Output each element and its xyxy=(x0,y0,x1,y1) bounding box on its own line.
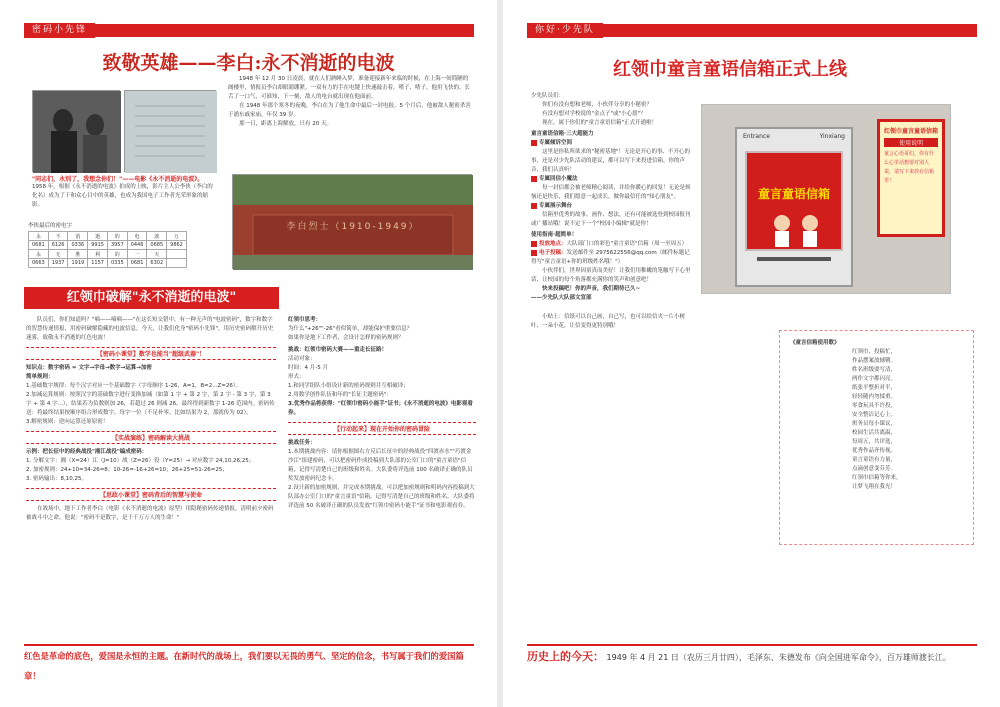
mailbox-slot xyxy=(757,257,831,261)
table-cell: 胜 xyxy=(68,250,88,259)
table-cell: 不 xyxy=(48,232,68,241)
box2-line-4: 3. 密码输出：8,10,25。 xyxy=(26,476,87,482)
box1-line-2: 简单规则： xyxy=(26,374,54,380)
feature-1-title-row xyxy=(531,139,691,148)
film-caption-block xyxy=(32,174,216,210)
table-row xyxy=(29,259,187,268)
guide-email-row xyxy=(531,249,691,267)
table-cell: 1919 xyxy=(68,259,88,268)
left-column-1 xyxy=(26,316,276,523)
song-line: 校园生活共离温， xyxy=(852,430,897,436)
table-cell: 0335 xyxy=(107,259,127,268)
mailbox xyxy=(735,127,853,287)
song-line: 点滴创意变芬芳。 xyxy=(852,466,897,472)
film-caption: "同志们，永别了，我想念你们！"——电影《永不消逝的电波》。 xyxy=(32,176,204,183)
table-cell: 电 xyxy=(127,232,147,241)
intro-para-1: 你们有没有想和老师、小伙伴分享的小秘密？ xyxy=(542,102,653,108)
box1-heading: 【密码小课堂】数学也能当"超级武器"！ xyxy=(26,347,276,360)
left-page xyxy=(0,0,497,707)
table-cell: 6302 xyxy=(147,259,167,268)
feature-1-body: 这里是你私所欲求的"秘密基地"！无论是开心的事、不开心的事，还是对少先队活动的建议，都可以写下来投进信箱。你的声音，我们认真听！ xyxy=(531,149,691,173)
closing-call: 快来投稿吧！你的声音，我们期待已久~ xyxy=(542,286,641,292)
table-cell: 1937 xyxy=(48,259,68,268)
instruction-poster xyxy=(877,119,945,237)
table-cell: 0681 xyxy=(29,241,49,250)
memorial-wall-photo xyxy=(232,174,472,269)
think-line-1: 为什么"+26""-26"看似简单，却能保护重要信息？ xyxy=(288,326,413,332)
mailbox-intro-column xyxy=(531,92,691,331)
song-line: 作品摆案放辅鞘。 xyxy=(852,358,897,364)
left-column-2 xyxy=(288,316,476,511)
column1-intro: 队员们，你们知道吗？"嘀——嘀嘀——"在这长短交错中，有一种无声的"电波密码"，数字和数字的智慧传递情报，用密码破解隐藏的电波信息，今天，让我们化身"密码小先锋"，用历史密码解开历史迷雾，致敬永不消逝的红色电波！ xyxy=(26,317,274,341)
mailbox-brand-left: Entrance xyxy=(743,133,770,140)
table-cell: 的 xyxy=(107,232,127,241)
left-article-title: 致敬英雄——李白:永不消逝的电波 xyxy=(102,52,395,74)
box1-line-4: 2.加减运算规则：按照汉字的基础数字进行变换加减（如第 1 字 + 第 2 字，第 2 字 - 第 3 字，第 3 字 + 第 4 字...），结果若为负数则加 26，若超过 26 则减 26，最终得到新数字 1-26 范围内。密码传送：将最终结果按顺序组合形成数字，每字一位（不足补零，比如结果为 2，那就传为 02）。 xyxy=(26,392,275,416)
box4-line-2: 1.本期挑战内容：请你根据图右方反后长征中的经典战役"四渡赤水""巧渡金沙江"组建密码，可以把密码作成投稿到大队部的公室门口的"童言童语"信箱，记得写清楚自己的班级和姓名。大队委将评选前 100 名破译正确的队员奖发放密码纪念卡。 xyxy=(288,449,473,482)
box4-line-3: 2.设计新的加密规则，并完成本期挑战。可以把加密规则和明码内容投稿到大队部办公室门口的"童言童语"信箱，记得写清楚自己的班级和姓名。大队委将评选前 50 名破译正确的队员发放"红领巾密码小能手"证书和电影观看券。 xyxy=(288,485,475,509)
guide-heading: 使用指南·超简单！ xyxy=(531,232,578,238)
box3-line-1: 在战场中，地下工作者李白（电影《永不消逝的电波》原型）用隐秘密码传递情报，清明前夕密码被战斗中之命，他说："密码不是数字，是千千万万人的生命！" xyxy=(26,506,274,521)
contest-line-5: 2.用数学创作队伍和年的"长征主题密码"： xyxy=(288,392,392,398)
table-cell: 0681 xyxy=(127,259,147,268)
think-title: 红领巾思考： xyxy=(288,317,322,323)
box1-line-5: 3.解密规则：逆向运算还原原密！ xyxy=(26,419,109,425)
song-line: 零食玩具不许投， xyxy=(852,403,897,409)
table-cell: 0663 xyxy=(29,259,49,268)
table-cell xyxy=(167,259,187,268)
guide-place: 大队部门口的彩色"童言童语"信箱（周一至周五） xyxy=(566,241,688,247)
box2-heading: 【实战演练】密码解读大挑战 xyxy=(26,431,276,444)
left-tab-label: 密码小先锋 xyxy=(24,23,95,38)
song-line: 每周五，共评选， xyxy=(852,439,897,445)
table-cell xyxy=(167,250,187,259)
song-line: 姓名班级要写清， xyxy=(852,367,897,373)
mailbox-front-panel xyxy=(745,151,843,251)
song-lines xyxy=(852,348,963,492)
table-cell: 的 xyxy=(107,250,127,259)
history-label: 历史上的今天： xyxy=(527,650,604,663)
table-cell: 6126 xyxy=(48,241,68,250)
table-cell: 永 xyxy=(29,250,49,259)
slogan: 红色是革命的底色，爱国是永恒的主题。在新时代的战场上，我们要以无畏的勇气、坚定的信念，书写属于我们的爱国篇章！ xyxy=(24,651,464,681)
feature-2-body: 每一封信都会被老师精心阅读，并给你暖心的回复！无论是烦恼还是快乐，我们愿意一起成长，做你最信任的"知心朋友"。 xyxy=(531,185,691,200)
feature-3-title: 专属展示舞台 xyxy=(539,203,573,209)
intro-para-3: 现在，属于你们的"童言童语信箱"正式开通啦！ xyxy=(542,120,658,126)
intro-para-1: 1948 年 12 月 30 日凌晨，就在人们熟睡入梦，准备迎接新年来临的时候，在上海一间简陋的阁楼里，情报员李白却眼睛绷紧。一双有力的手在电键上快速敲击着，喳子、喳子，他用飞快的、长舌了一口气，可谁知，下一刻，敌人的电台就出现在他面前。 xyxy=(228,76,471,100)
mailbox-children-figures xyxy=(747,153,845,253)
mailbox-label: 童言童语信箱 xyxy=(757,187,830,201)
intro-para-2: 在 1948 年那个寒冬的夜晚，李白在为了他生命中最后一封电报。5 个月后，他被敌人秘密杀害于浦东戚家庙，年仅 39 岁。 xyxy=(228,103,471,118)
poster-subtitle: 使用说明 xyxy=(884,138,938,147)
table-cell: 永 xyxy=(29,232,49,241)
table-row xyxy=(29,241,187,250)
checkbox-icon xyxy=(531,241,537,247)
right-bottom-rule xyxy=(527,644,977,646)
song-line: 红领巾信箱等你来， xyxy=(852,475,902,481)
poster-title: 红领巾童言童语信箱 xyxy=(884,128,939,135)
guide-place-label: 投放地点： xyxy=(539,241,567,247)
poster-body: 童言心语哥们、你有什么心里话想要对别人说，请写下来放在信箱里！ xyxy=(884,151,935,184)
checkbox-icon xyxy=(531,250,537,256)
right-tab-label: 你好·少先队 xyxy=(527,23,603,38)
film-still-photo xyxy=(32,90,120,172)
table-cell: 0446 xyxy=(127,241,147,250)
memorial-plaque-text: 李白烈士（1910-1949） xyxy=(286,222,420,232)
table-cell: 1157 xyxy=(88,259,108,268)
table-cell: 消 xyxy=(68,232,88,241)
contest-line-3: 形式： xyxy=(288,374,305,380)
feature-2-title-row xyxy=(531,175,691,184)
feature-3-title-row xyxy=(531,202,691,211)
table-cell: 天 xyxy=(147,250,167,259)
table-cell: 9915 xyxy=(88,241,108,250)
box3-heading: 【思政小课堂】密码背后的智慧与使命 xyxy=(26,488,276,501)
guide-email-label: 电子投稿： xyxy=(539,250,567,256)
song-line: 红领巾，投稿忙， xyxy=(852,349,897,355)
box4-heading: 【行动起来】现在开始你的密码冒险 xyxy=(288,422,476,435)
guide-place-row xyxy=(531,240,691,249)
table-cell: 无 xyxy=(48,250,68,259)
song-line: 优秀作品齐传视。 xyxy=(852,448,897,454)
feature-3-body: 信箱里优秀的故事、画作、想法，还有可能被选登到校园报刊或广播站哦！说不定下一个"校园小编辑"就是你！ xyxy=(531,212,691,227)
song-line: 两作文字都闪亮。 xyxy=(852,376,897,382)
table-cell: 逝 xyxy=(88,232,108,241)
right-page xyxy=(503,0,1000,707)
intro-para-3: 那一日，距离上海解放，只有 20 天。 xyxy=(239,121,332,127)
table-cell: 9862 xyxy=(167,241,187,250)
table-cell: 3957 xyxy=(107,241,127,250)
song-line: 班务员每小课议， xyxy=(852,421,897,427)
song-title: 《童言信箱使用歌》 xyxy=(790,340,840,346)
tip: 小贴士：信纸可以自己画，自己写，也可以给信夹一片小树叶、一朵小花，让信变得更特别哦！ xyxy=(531,314,686,329)
checkbox-icon xyxy=(531,203,537,209)
greeting: 少先队员们： xyxy=(531,93,565,99)
intro-text xyxy=(228,75,473,129)
signature: ——少先队大队部文宣部 xyxy=(531,295,592,301)
mailbox-brand-right: Yinxiang xyxy=(819,133,845,140)
telegram-document-texture xyxy=(125,91,217,173)
feature-1-title: 专属倾诉空间 xyxy=(539,140,573,146)
checkbox-icon xyxy=(531,140,537,146)
closing: 小伙伴们，世界因童真而美好！让我们用稚嫩的笔触写下心里话，让校园的每个角落都充满你的笑声和创意吧！ xyxy=(531,268,691,283)
contest-line-2: 时间：4 月-5 月 xyxy=(288,365,328,371)
checkbox-icon xyxy=(531,176,537,182)
table-cell: 利 xyxy=(88,250,108,259)
table-cell: 万 xyxy=(167,232,187,241)
feature-2-title: 专属回信小魔法 xyxy=(539,176,578,182)
contest-line-4: 1.和同学组队小组设计新的密码规则并互相破译； xyxy=(288,383,409,389)
history-text: 1949 年 4 月 21 日（农历三月廿四），毛泽东、朱德发布《向全国进军命令》，百万雄师渡长江。 xyxy=(606,653,951,662)
history-today xyxy=(527,647,977,668)
contest-line-6: 3.优秀作品将获得："红领巾密码小能手"证书；《永不消逝的电波》电影观看券。 xyxy=(288,401,473,416)
song-line: 纸张平整折对半， xyxy=(852,385,897,391)
section-banner: 红领巾破解"永不消逝的电波" xyxy=(24,287,279,309)
contest-line-1: 活动对象： xyxy=(288,356,316,362)
box1-line-1: 知识点：数字密码 = 文字→字母→数字→运算→加密 xyxy=(26,365,152,371)
table-row xyxy=(29,250,187,259)
box2-line-3: 2. 加密规则：24+10=34-26=8；10-26=-16+26=10；26+25=51-26=25； xyxy=(26,467,228,473)
song-line: 童言童语有力量， xyxy=(852,457,897,463)
code-table xyxy=(28,231,187,268)
think-line-2: 如果你是地下工作者，会设计怎样的密码规则？ xyxy=(288,335,404,341)
table-cell: 一 xyxy=(127,250,147,259)
song-box xyxy=(779,330,974,545)
box2-line-1: 示例：把长征中的经典战役"湘江战役"编成密码： xyxy=(26,449,148,455)
table-row xyxy=(29,232,187,241)
right-article-title: 红领巾童言童语信箱正式上线 xyxy=(613,59,847,80)
code-table-title: 李侠最后的密电字 xyxy=(28,223,73,229)
guide-email: 发送邮件至 2975622556@qq.com（邮件标题记得写"童言童语+你的班级姓名哦！"） xyxy=(531,250,690,265)
table-cell: 0685 xyxy=(147,241,167,250)
code-table-block xyxy=(28,222,218,268)
mailbox-photo xyxy=(701,104,951,294)
box4-line-1: 挑战任务： xyxy=(288,440,316,446)
intro-para-2: 有没有想对学校说的"金点子"或"小心愿"？ xyxy=(542,111,646,117)
box2-line-2: 1. 分解文字：湘（X=24）江（J=10）战（Z=26）役（Y=25）→ 对应数字 24,10,26,25； xyxy=(26,458,255,464)
film-caption-body: 1958 年，根据《永不消逝的电波》拍成的上映，影片主人公李侠（李白的化名）成为了千和众心目中的英雄，也成为我国电子工作者光荣形象的缩影。 xyxy=(32,184,213,208)
film-still-figures xyxy=(33,91,121,173)
features-heading: 童言童语信箱·三大超能力 xyxy=(531,131,594,137)
song-line: 让梦飞翔在我光！ xyxy=(852,484,897,490)
song-line: 安全整洁记心上。 xyxy=(852,412,897,418)
table-cell: 波 xyxy=(147,232,167,241)
contest-title: 挑战：红领巾密码大赛——重走长征路！ xyxy=(288,347,388,353)
box1-line-3: 1.基础数字规律：每个汉字对应一个基础数字（字母顺序 1-26，A=1，B=2...Z=26）。 xyxy=(26,383,242,389)
telegram-document-photo xyxy=(124,90,216,172)
table-cell: 0336 xyxy=(68,241,88,250)
song-line: 轻轻随内勿揉重。 xyxy=(852,394,897,400)
